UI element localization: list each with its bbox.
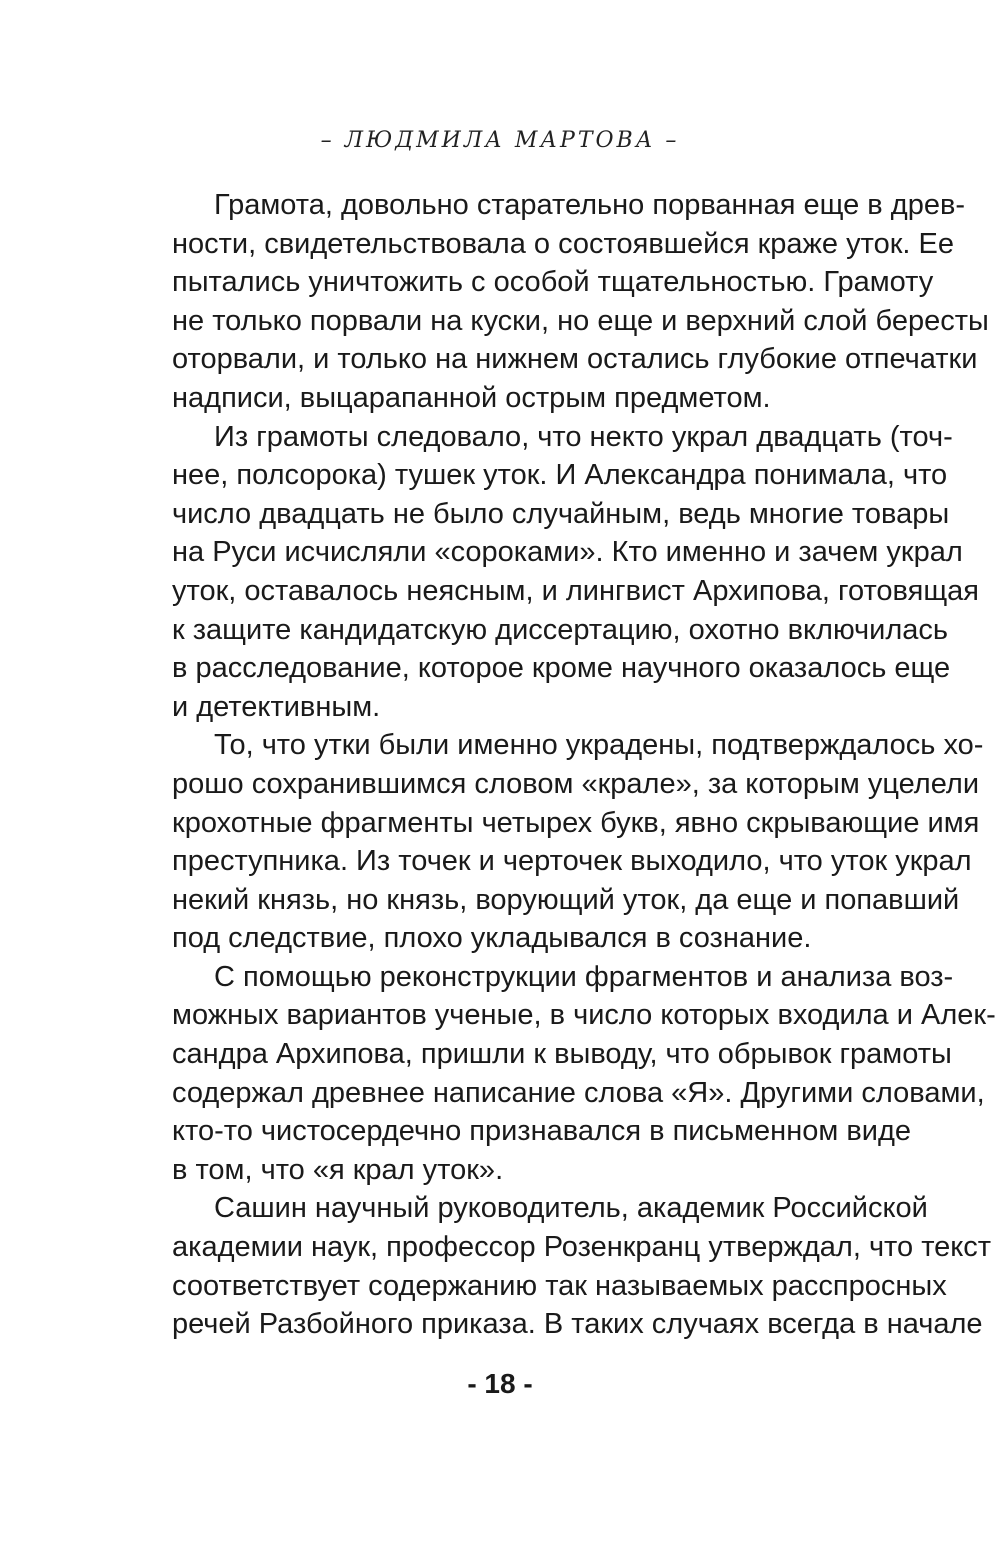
paragraph — [172, 1189, 992, 1343]
text-line: в расследование, которое кроме научного оказалось еще — [172, 652, 951, 685]
paragraph — [172, 958, 996, 1190]
text-line: число двадцать не было случайным, ведь многие товары — [172, 497, 950, 530]
text-line: надписи, выцарапанной острым предметом. — [172, 381, 771, 414]
text-line: уток, оставалось неясным, и лингвист Архипова, готовящая — [172, 574, 980, 607]
text-line: Грамота, довольно старательно порванная еще в древ- — [214, 189, 966, 221]
text-line: кто-то чистосердечно признавался в письменном виде — [172, 1115, 911, 1148]
running-head-author: – ЛЮДМИЛА МАРТОВА – — [320, 128, 680, 153]
paragraph — [172, 186, 989, 418]
text-line: соответствует содержанию так называемых расспросных — [172, 1269, 947, 1302]
text-line: оторвали, и только на нижнем остались глубокие отпечатки — [172, 343, 978, 376]
text-line: Сашин научный руководитель, академик Российской — [214, 1192, 928, 1225]
text-line: рошо сохранившимся словом «крале», за которым уцелели — [172, 767, 980, 800]
text-line: не только порвали на куски, но еще и верхний слой бересты — [172, 304, 989, 337]
text-line: на Руси исчисляли «сороками». Кто именно и зачем украл — [172, 536, 963, 569]
body-text — [172, 186, 996, 1344]
text-line: сандра Архипова, пришли к выводу, что обрывок грамоты — [172, 1038, 952, 1071]
paragraph — [172, 418, 980, 727]
text-line: содержал древнее написание слова «Я». Другими словами, — [172, 1076, 985, 1109]
text-line: в том, что «я крал уток». — [172, 1153, 504, 1186]
text-line: ности, свидетельствовала о состоявшейся краже уток. Ее — [172, 227, 954, 260]
text-line: крохотные фрагменты четырех букв, явно скрывающие имя — [172, 806, 980, 839]
text-line: можных вариантов ученые, в число которых входила и Алек- — [172, 999, 996, 1032]
paragraph — [172, 726, 984, 958]
text-line: преступника. Из точек и черточек выходило, что уток украл — [172, 845, 972, 878]
text-line: под следствие, плохо укладывался в сознание. — [172, 922, 812, 955]
text-line: академии наук, профессор Розенкранц утверждал, что текст — [172, 1231, 992, 1264]
text-line: пытались уничтожить с особой тщательностью. Грамоту — [172, 266, 934, 299]
text-line: к защите кандидатскую диссертацию, охотно включилась — [172, 613, 949, 646]
text-line: нее, полсорока) тушек уток. И Александра понимала, что — [172, 459, 948, 492]
text-line: То, что утки были именно украдены, подтверждалось хо- — [214, 729, 984, 762]
text-line: и детективным. — [172, 690, 381, 723]
text-line: С помощью реконструкции фрагментов и анализа воз- — [214, 960, 954, 993]
text-line: речей Разбойного приказа. В таких случаях всегда в начале — [172, 1308, 983, 1341]
page-number: - 18 - — [467, 1368, 533, 1399]
text-line: Из грамоты следовало, что некто украл двадцать (точ- — [214, 420, 953, 453]
text-line: некий князь, но князь, ворующий уток, да еще и попавший — [172, 883, 960, 916]
